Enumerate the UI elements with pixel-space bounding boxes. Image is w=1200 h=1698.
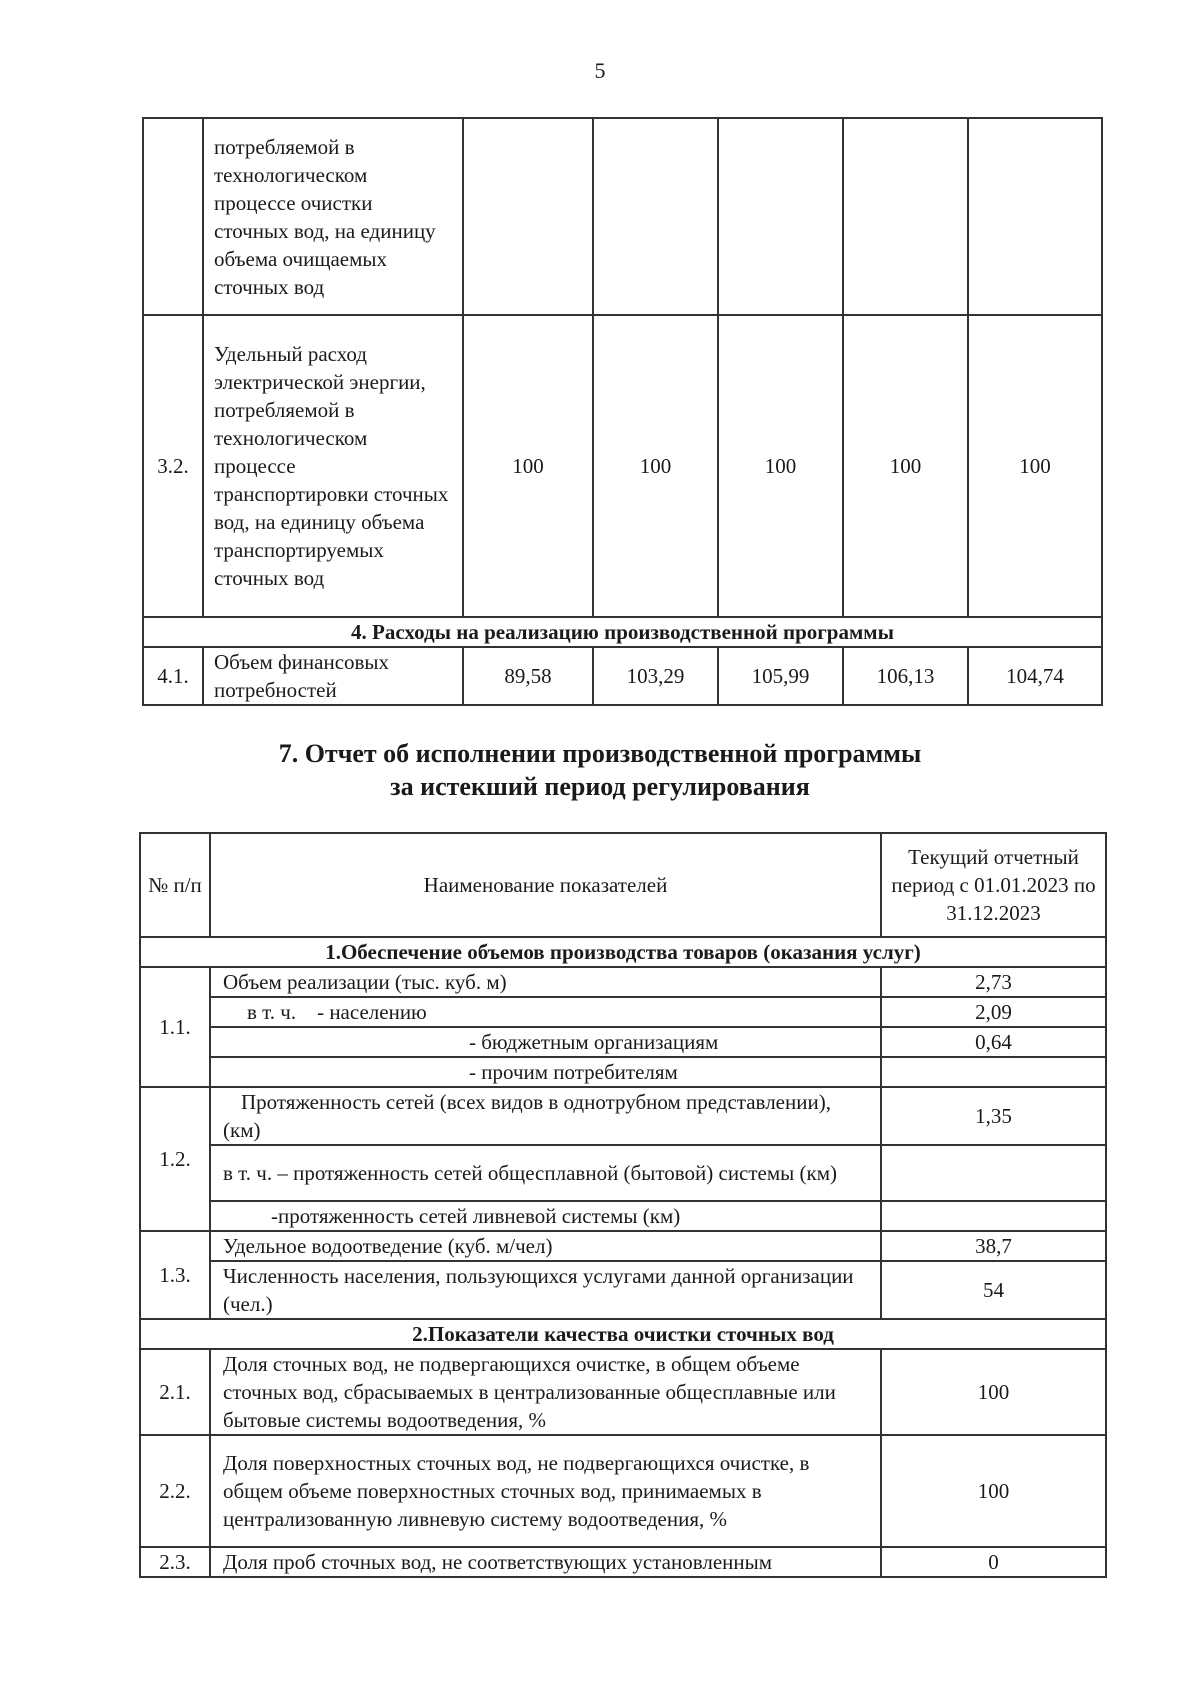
row-number-cell: 2.1. <box>140 1349 210 1435</box>
table-row <box>140 1057 1106 1087</box>
table-row <box>140 1349 1106 1435</box>
row-number-cell: 2.2. <box>140 1435 210 1547</box>
value-cell: 100 <box>881 1349 1106 1435</box>
section-heading: 1.Обеспечение объемов производства товаров (оказания услуг) <box>140 937 1106 967</box>
indicator-name-cell: Протяженность сетей (всех видов в однотрубном представлении), (км) <box>210 1087 881 1145</box>
value-cell: 100 <box>463 315 593 617</box>
value-cell: 54 <box>881 1261 1106 1319</box>
program-report-table <box>139 832 1107 1578</box>
table-row <box>140 1435 1106 1547</box>
table-row <box>140 1027 1106 1057</box>
table-row <box>140 1145 1106 1201</box>
indicator-name-cell: в т. ч. – протяженность сетей общесплавной (бытовой) системы (км) <box>210 1145 881 1201</box>
section-row <box>140 1319 1106 1349</box>
value-cell: 100 <box>718 315 843 617</box>
table-row <box>143 647 1102 705</box>
row-number-cell <box>143 118 203 315</box>
value-cell: 38,7 <box>881 1231 1106 1261</box>
table-row <box>140 1087 1106 1145</box>
section-title-line-2: за истекший период регулирования <box>390 772 810 801</box>
value-cell <box>718 118 843 315</box>
row-number-cell: 3.2. <box>143 315 203 617</box>
table-row <box>143 118 1102 315</box>
value-cell: 1,35 <box>881 1087 1106 1145</box>
indicator-name-cell: потребляемой в технологическом процессе очистки сточных вод, на единицу объема очищаемых сточных вод <box>203 118 463 315</box>
table-row <box>143 315 1102 617</box>
section-row <box>143 617 1102 647</box>
section-title-line-1: 7. Отчет об исполнении производственной программы <box>278 739 922 768</box>
value-cell <box>593 118 718 315</box>
table-row <box>140 1261 1106 1319</box>
indicator-name-cell: Доля поверхностных сточных вод, не подвергающихся очистке, в общем объеме поверхностных сточных вод, принимаемых в централизованную ливневую систему водоотведения, % <box>210 1435 881 1547</box>
header-row <box>140 833 1106 937</box>
indicator-name-cell: - прочим потребителям <box>210 1057 881 1087</box>
value-cell: 0 <box>881 1547 1106 1577</box>
value-cell: 89,58 <box>463 647 593 705</box>
section-heading: 2.Показатели качества очистки сточных вод <box>140 1319 1106 1349</box>
indicator-name-cell: - бюджетным организациям <box>210 1027 881 1057</box>
value-cell: 0,64 <box>881 1027 1106 1057</box>
value-cell: 103,29 <box>593 647 718 705</box>
value-cell <box>881 1057 1106 1087</box>
value-cell: 100 <box>593 315 718 617</box>
table-row <box>140 997 1106 1027</box>
indicator-name-cell: Объем реализации (тыс. куб. м) <box>210 967 881 997</box>
indicator-name-cell: Доля проб сточных вод, не соответствующих установленным <box>210 1547 881 1577</box>
name-header: Наименование показателей <box>210 833 881 937</box>
table-row <box>140 1547 1106 1577</box>
row-number-cell: 1.1. <box>140 967 210 1087</box>
value-cell: 2,09 <box>881 997 1106 1027</box>
indicator-name-cell: Удельное водоотведение (куб. м/чел) <box>210 1231 881 1261</box>
value-cell: 106,13 <box>843 647 968 705</box>
indicator-name-cell: Численность населения, пользующихся услугами данной организации (чел.) <box>210 1261 881 1319</box>
value-cell: 100 <box>843 315 968 617</box>
row-number-cell: 1.2. <box>140 1087 210 1231</box>
page-number: 5 <box>594 58 606 83</box>
value-cell: 100 <box>881 1435 1106 1547</box>
value-cell: 100 <box>968 315 1102 617</box>
table-row <box>140 1231 1106 1261</box>
value-cell: 104,74 <box>968 647 1102 705</box>
value-cell: 105,99 <box>718 647 843 705</box>
value-cell <box>881 1201 1106 1231</box>
indicator-name-cell: в т. ч. - населению <box>210 997 881 1027</box>
section-title <box>0 737 1200 803</box>
row-number-cell: 2.3. <box>140 1547 210 1577</box>
value-cell: 2,73 <box>881 967 1106 997</box>
value-cell <box>968 118 1102 315</box>
table-row <box>140 967 1106 997</box>
indicator-name-cell: Удельный расход электрической энергии, потребляемой в технологическом процессе транспортировки сточных вод, на единицу объема транспортируемых сточных вод <box>203 315 463 617</box>
value-cell <box>843 118 968 315</box>
value-cell <box>463 118 593 315</box>
period-header: Текущий отчетный период с 01.01.2023 по 31.12.2023 <box>881 833 1106 937</box>
row-number-cell: 1.3. <box>140 1231 210 1319</box>
indicator-name-cell: Доля сточных вод, не подвергающихся очистке, в общем объеме сточных вод, сбрасываемых в централизованные общесплавные или бытовые системы водоотведения, % <box>210 1349 881 1435</box>
row-number-cell: 4.1. <box>143 647 203 705</box>
value-cell <box>881 1145 1106 1201</box>
section-row <box>140 937 1106 967</box>
indicator-name-cell: Объем финансовых потребностей <box>203 647 463 705</box>
production-program-table <box>142 117 1103 706</box>
table-row <box>140 1201 1106 1231</box>
section-heading: 4. Расходы на реализацию производственной программы <box>143 617 1102 647</box>
indicator-name-cell: -протяженность сетей ливневой системы (км) <box>210 1201 881 1231</box>
number-header: № п/п <box>140 833 210 937</box>
